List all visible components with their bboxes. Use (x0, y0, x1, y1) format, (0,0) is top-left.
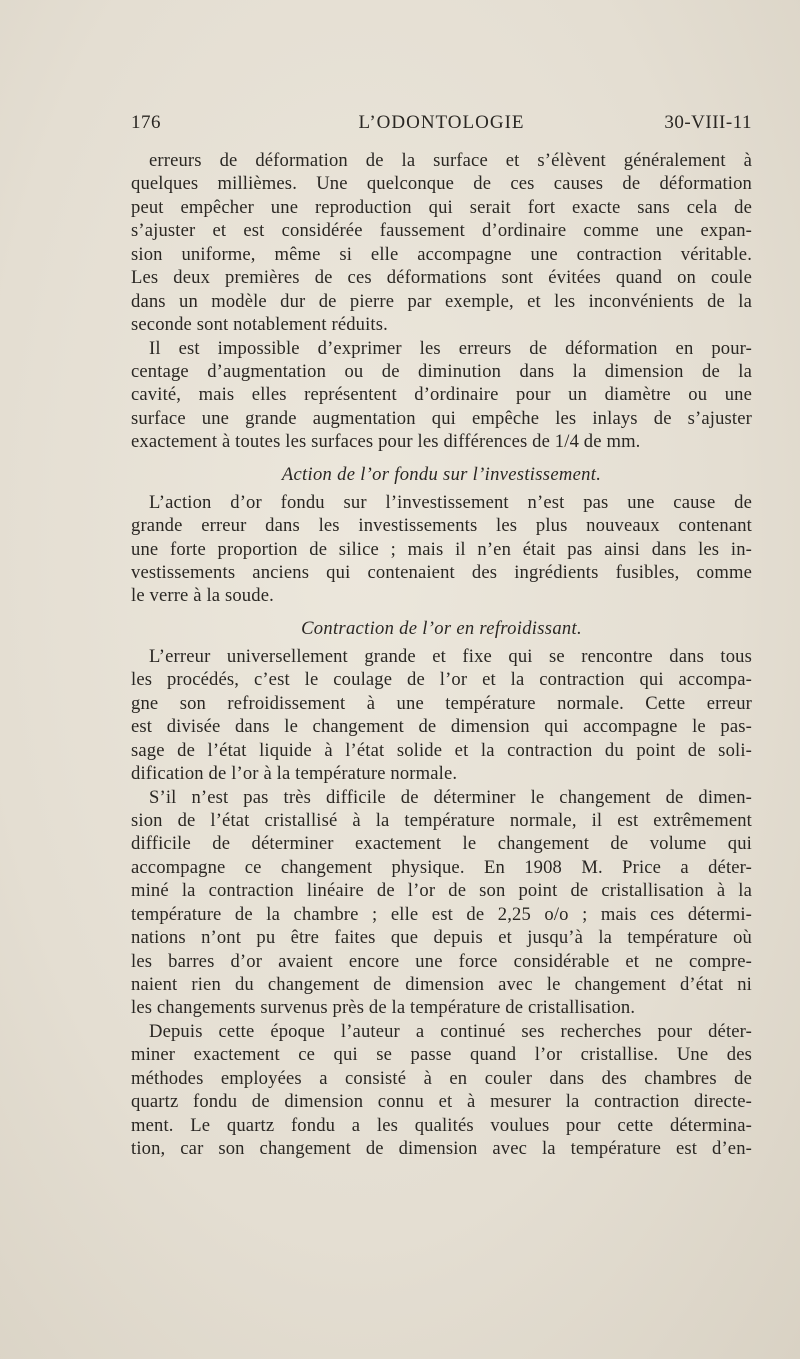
text-line: surface une grande augmentation qui empêche les inlays de s’ajuster (131, 407, 752, 429)
text-line: exactement à toutes les surfaces pour les différences de 1/4 de mm. (131, 431, 641, 453)
text-line: grande erreur dans les investissements les plus nouveaux contenant (131, 515, 752, 537)
text-line: S’il n’est pas très difficile de déterminer le changement de dimen- (149, 786, 752, 808)
text-line: miné la contraction linéaire de l’or de son point de cristallisation à la (131, 880, 752, 902)
paragraph (131, 454, 752, 608)
text-line: les changements survenus près de la température de cristallisation. (131, 997, 636, 1019)
article-body (131, 149, 752, 1161)
text-line: accompagne ce changement physique. En 1908 M. Price a déter- (131, 856, 752, 878)
text-line: quelques millièmes. Une quelconque de ces causes de déformation (131, 173, 752, 195)
text-line: le verre à la soude. (131, 585, 274, 607)
text-line: dans un modèle dur de pierre par exemple, et les inconvénients de la (131, 290, 752, 312)
text-line: sion uniforme, même si elle accompagne une contraction véritable. (131, 243, 752, 265)
journal-title: L’ODONTOLOGIE (358, 112, 525, 133)
issue-date: 30-VIII-11 (664, 112, 752, 133)
text-line: ment. Le quartz fondu a les qualités voulues pour cette détermina- (131, 1114, 752, 1136)
text-line: erreurs de déformation de la surface et s’élèvent généralement à (149, 150, 752, 171)
text-line: seconde sont notablement réduits. (131, 314, 388, 336)
paragraph (131, 149, 752, 337)
text-line: quartz fondu de dimension connu et à mesurer la contraction directe- (131, 1091, 752, 1113)
text-line: méthodes employées a consisté à en couler dans des chambres de (131, 1067, 752, 1089)
text-line: est divisée dans le changement de dimension qui accompagne le pas- (131, 716, 752, 738)
text-line: tion, car son changement de dimension avec la température est d’en- (131, 1138, 752, 1160)
text-line: une forte proportion de silice ; mais il n’en était pas ainsi dans les in- (131, 538, 752, 560)
section-heading: Contraction de l’or en refroidissant. (301, 617, 582, 639)
text-line: centage d’augmentation ou de diminution dans la dimension de la (131, 360, 752, 382)
text-line: Depuis cette époque l’auteur a continué ses recherches pour déter- (149, 1020, 752, 1042)
text-line: Il est impossible d’exprimer les erreurs de déformation en pour- (149, 337, 752, 359)
text-line: gne son refroidissement à une température normale. Cette erreur (131, 692, 752, 714)
text-line: vestissements anciens qui contenaient des ingrédients fusibles, comme (131, 562, 752, 583)
section-heading: Action de l’or fondu sur l’investissement. (281, 463, 602, 485)
page-number: 176 (131, 112, 161, 133)
paragraph (131, 608, 752, 786)
text-line: température de la chambre ; elle est de 2,25 o/o ; mais ces détermi- (131, 903, 752, 925)
text-line: peut empêcher une reproduction qui serait fort exacte sans cela de (131, 196, 752, 218)
text-line: miner exactement ce qui se passe quand l’or cristallise. Une des (131, 1044, 752, 1066)
text-line: L’action d’or fondu sur l’investissement n’est pas une cause de (149, 491, 752, 513)
running-header (131, 112, 752, 140)
text-line: sage de l’état liquide à l’état solide et la contraction du point de soli- (131, 739, 752, 761)
paragraph (131, 1020, 752, 1161)
text-line: les barres d’or avaient encore une force considérable et ne compre- (131, 950, 752, 972)
text-line: Les deux premières de ces déformations sont évitées quand on coule (131, 267, 752, 289)
text-line: dification de l’or à la température normale. (131, 763, 458, 785)
text-line: L’erreur universellement grande et fixe qui se rencontre dans tous (149, 645, 752, 667)
paragraph (131, 786, 752, 1020)
text-line: s’ajuster et est considérée faussement d’ordinaire comme une expan- (131, 220, 752, 242)
text-line: les procédés, c’est le coulage de l’or et la contraction qui accompa- (131, 669, 752, 691)
text-line: sion de l’état cristallisé à la température normale, il est extrêmement (131, 809, 752, 831)
text-line: difficile de déterminer exactement le changement de volume qui (131, 833, 752, 855)
text-line: cavité, mais elles représentent d’ordinaire pour un diamètre ou une (131, 384, 752, 406)
text-line: naient rien du changement de dimension avec le changement d’état ni (131, 974, 752, 995)
text-line: nations n’ont pu être faites que depuis et jusqu’à la température où (131, 927, 752, 949)
paragraph (131, 337, 752, 454)
